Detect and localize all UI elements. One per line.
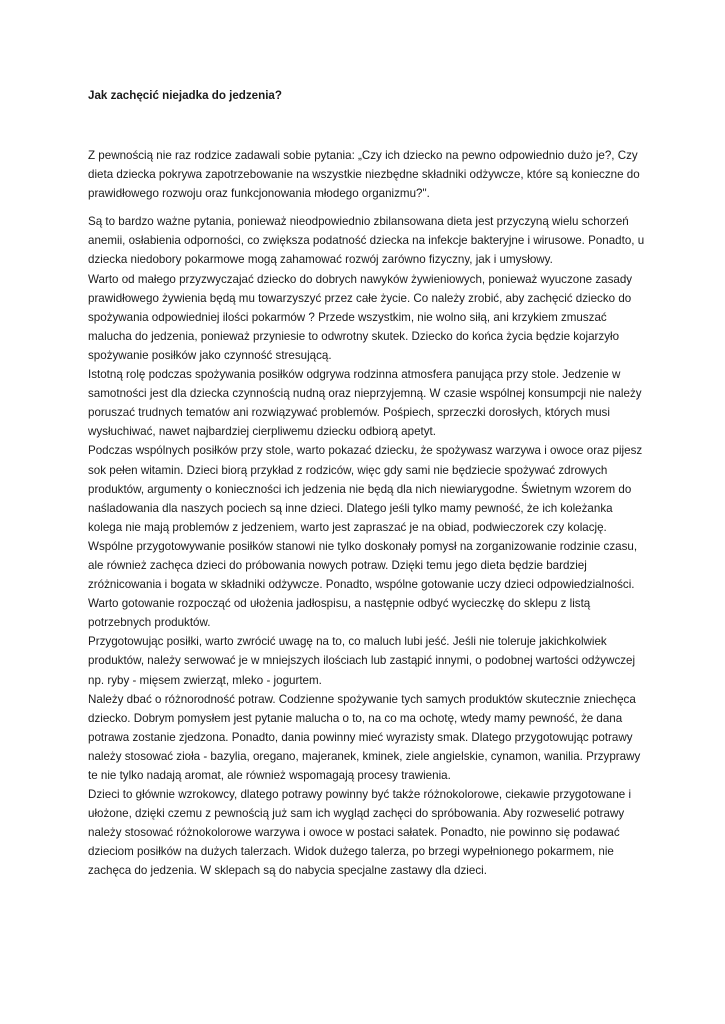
document-body [88, 146, 648, 881]
paragraph-variety: Należy dbać o różnorodność potraw. Codzienne spożywanie tych samych produktów skutecznie zniechęca dziecko. Dobrym pomysłem jest pytanie malucha o to, na co ma ochotę, wtedy mamy pewność, że dana potrawa zostanie zjedzona. Ponadto, dania powinny mieć wyrazisty smak. Dlatego przygotowując potrawy należy stosować zioła - bazylia, oregano, majeranek, kminek, ziele angielskie, cynamon, wanilia. Przyprawy te nie tylko nadają aromat, ale również wspomagają procesy trawienia. [88, 692, 641, 782]
document-title: Jak zachęcić niejadka do jedzenia? [88, 89, 282, 102]
paragraph-intro-questions: Z pewnością nie raz rodzice zadawali sobie pytania: „Czy ich dziecko na pewno odpowiednio dużo je?, Czy dieta dziecka pokrywa zapotrzebowanie na wszystkie niezbędne składniki odżywcze, które są konieczne do prawidłowego rozwoju oraz funkcjonowania młodego organizmu?". [88, 149, 640, 201]
paragraph-importance: Są to bardzo ważne pytania, ponieważ nieodpowiednio zbilansowana dieta jest przyczyną wielu schorzeń anemii, osłabienia odporności, co zwiększa podatność dziecka na infekcje bakteryjne i wirusowe. Ponadto, u dziecka niedobory pokarmowe mogą zahamować rozwój zarówno fizyczny, jak i umysłowy. [88, 215, 645, 267]
paragraph-habits: Warto od małego przyzwyczajać dziecko do dobrych nawyków żywieniowych, ponieważ wyuczone zasady prawidłowego żywienia będą mu towarzyszyć przez całe życie. Co należy zrobić, aby zachęcić dziecko do spożywania odpowiedniej ilości pokarmów ? Przede wszystkim, nie wolno siłą, ani krzykiem zmuszać malucha do jedzenia, ponieważ przyniesie to odwrotny skutek. Dziecko do końca życia będzie kojarzyło spożywanie posiłków jako czynność stresującą. [88, 272, 633, 362]
paragraph-atmosphere: Istotną rolę podczas spożywania posiłków odgrywa rodzinna atmosfera panująca przy stole. Jedzenie w samotności jest dla dziecka czynnością nudną oraz nieprzyjemną. W czasie wspólnej konsumpcji nie należy poruszać trudnych tematów ani rozwiązywać problemów. Pośpiech, sprzeczki dorosłych, których musi wysłuchiwać, nawet najbardziej cierpliwemu dziecku odbiorą apetyt. [88, 368, 642, 439]
paragraph-presentation: Dzieci to głównie wzrokowcy, dlatego potrawy powinny być także różnokolorowe, ciekawie przygotowane i ułożone, dzięki czemu z pewnością już sam ich wygląd zachęci do spróbowania. Aby rozweselić potrawy należy stosować różnokolorowe warzywa i owoce w postaci sałatek. Ponadto, nie powinno się podawać dzieciom posiłków na dużych talerzach. Widok dużego talerza, po brzegi wypełnionego pokarmem, nie zachęca do jedzenia. W sklepach są do nabycia specjalne zastawy dla dzieci. [88, 788, 632, 878]
paragraph-cooking-together: Wspólne przygotowywanie posiłków stanowi nie tylko doskonały pomysł na zorganizowanie rodzinie czasu, ale również zachęca dzieci do próbowania nowych potraw. Dzięki temu jego dieta będzie bardziej zróżnicowania i bogata w składniki odżywcze. Ponadto, wspólne gotowanie uczy dzieci odpowiedzialności. Warto gotowanie rozpocząć od ułożenia jadłospisu, a następnie odbyć wycieczkę do sklepu z listą potrzebnych produktów. [88, 539, 638, 630]
paragraph-preferences: Przygotowując posiłki, warto zwrócić uwagę na to, co maluch lubi jeść. Jeśli nie toleruje jakichkolwiek produktów, należy serwować je w mniejszych ilościach lub zastąpić innymi, o podobnej wartości odżywczej np. ryby - mięsem zwierząt, mleko - jogurtem. [88, 635, 636, 687]
paragraph-example: Podczas wspólnych posiłków przy stole, warto pokazać dziecku, że spożywasz warzywa i owoce oraz pijesz sok pełen witamin. Dzieci biorą przykład z rodziców, więc gdy sami nie będziecie spożywać zdrowych produktów, argumenty o konieczności ich jedzenia nie będą dla nich niewiarygodne. Świetnym wzorem do naśladowania dla naszych pociech są inne dzieci. Dlatego jeśli tylko mamy pewność, że ich koleżanka kolega nie mają problemów z jedzeniem, warto jest zapraszać je na obiad, podwieczorek czy kolację. [88, 444, 643, 534]
